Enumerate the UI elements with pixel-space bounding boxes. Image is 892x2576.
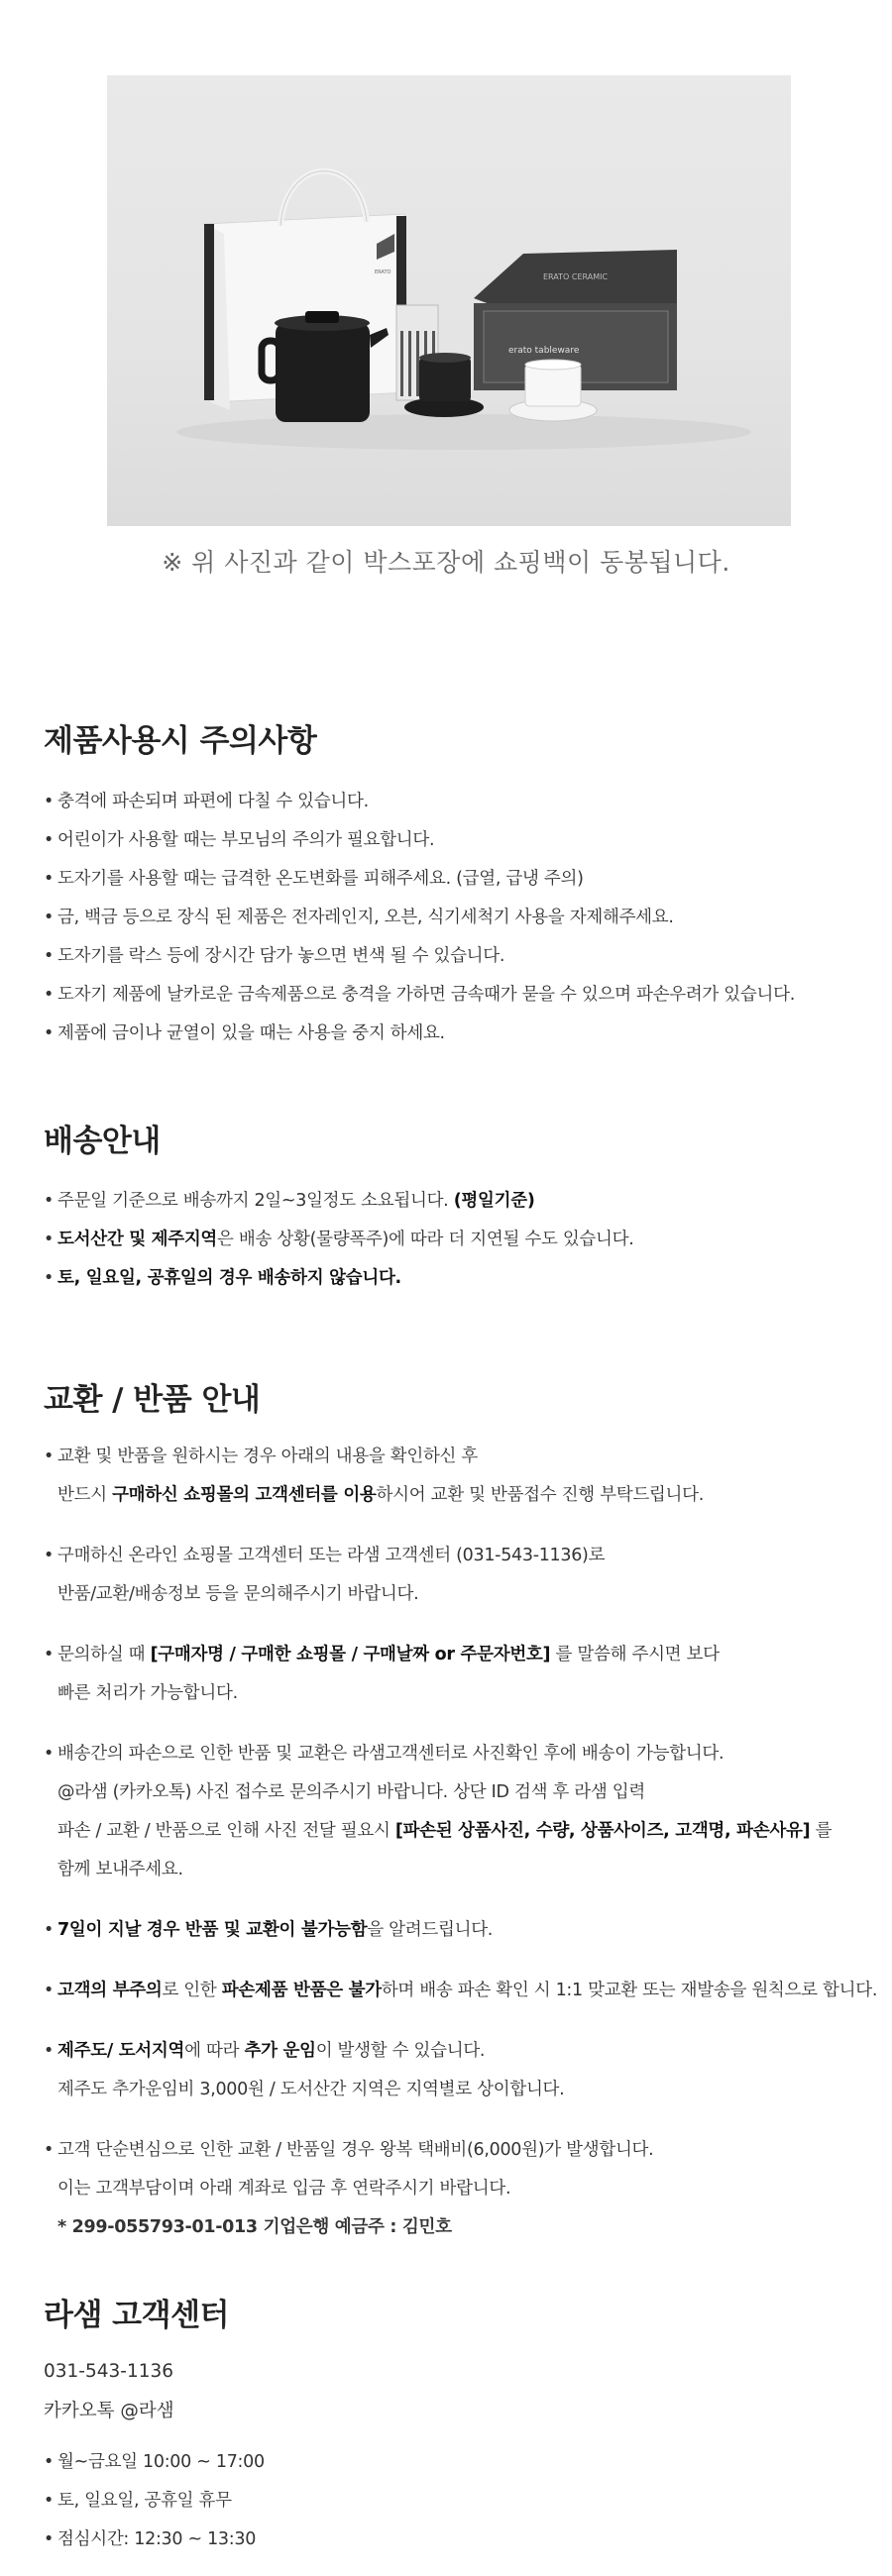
list-item: • 구매하신 온라인 쇼핑몰 고객센터 또는 라샘 고객센터 (031-543-1136)로 반품/교환/배송정보 등을 문의해주시기 바랍니다. (44, 1537, 866, 1614)
list-item: • 도자기를 사용할 때는 급격한 온도변화를 피해주세요. (급열, 급냉 주의) (44, 860, 866, 899)
shipping-title: 배송안내 (44, 1124, 161, 1159)
list-item: • 어린이가 사용할 때는 부모님의 주의가 필요합니다. (44, 821, 866, 860)
product-photo (107, 75, 791, 526)
packaging-illustration (107, 75, 791, 526)
svg-text:erato tableware: erato tableware (508, 346, 580, 356)
svg-text:ERATO: ERATO (375, 269, 391, 275)
list-item: • 문의하실 때 [구매자명 / 구매한 쇼핑몰 / 구매날짜 or 주문자번호] 를 말씀해 주시면 보다 빠른 처리가 가능합니다. (44, 1636, 866, 1713)
list-item: • 제주도/ 도서지역에 따라 추가 운임이 발생할 수 있습니다. 제주도 추가운임비 3,000원 / 도서산간 지역은 지역별로 상이합니다. (44, 2032, 866, 2109)
bank-account: * 299-055793-01-013 기업은행 예금주 : 김민호 (57, 2217, 452, 2237)
list-item: • 배송간의 파손으로 인한 반품 및 교환은 라샘고객센터로 사진확인 후에 배송이 가능합니다. @라샘 (카카오톡) 사진 접수로 문의주시기 바랍니다. 상단 ID 검색 후 라샘 입력 파손 / 교환 / 반품으로 인해 사진 전달 필요시 [파손된 상품사진, 수량, 상품사이즈, 고객명, 파손사유] 를 함께 보내주세요. (44, 1735, 866, 1889)
customer-center-title: 라샘 고객센터 (44, 2298, 229, 2333)
svg-text:ERATO CERAMIC: ERATO CERAMIC (543, 272, 609, 281)
shipping-section (44, 1116, 866, 1298)
list-item: • 주문일 기준으로 배송까지 2일~3일정도 소요됩니다. (평일기준) (44, 1182, 866, 1221)
caution-title: 제품사용시 주의사항 (44, 723, 317, 759)
list-item: • 제품에 금이나 균열이 있을 때는 사용을 중지 하세요. (44, 1015, 866, 1053)
exchange-section (44, 1374, 878, 2269)
kakao-id: 카카오톡 @라샘 (44, 2401, 174, 2421)
list-item: • 도서산간 및 제주지역은 배송 상황(물량폭주)에 따라 더 지연될 수도 있습니다. (44, 1221, 866, 1259)
list-item: • 점심시간: 12:30 ~ 13:30 (44, 2521, 866, 2559)
customer-center-section (44, 2290, 866, 2559)
list-item: • 교환 및 반품을 원하시는 경우 아래의 내용을 확인하신 후 반드시 구매하신 쇼핑몰의 고객센터를 이용하시어 교환 및 반품접수 진행 부탁드립니다. (44, 1438, 866, 1515)
list-item: • 금, 백금 등으로 장식 된 제품은 전자레인지, 오븐, 식기세척기 사용을 자제해주세요. (44, 899, 866, 937)
shipping-list (44, 1182, 866, 1298)
exchange-title: 교환 / 반품 안내 (44, 1382, 261, 1418)
list-item: • 토, 일요일, 공휴일의 경우 배송하지 않습니다. (44, 1259, 866, 1298)
list-item: • 토, 일요일, 공휴일 휴무 (44, 2482, 866, 2521)
list-item: • 월~금요일 10:00 ~ 17:00 (44, 2443, 866, 2482)
packaging-caption: ※ 위 사진과 같이 박스포장에 쇼핑백이 동봉됩니다. (162, 548, 730, 577)
caution-list (44, 783, 866, 1053)
caution-section (44, 715, 866, 1053)
list-item: • 도자기 제품에 날카로운 금속제품으로 충격을 가하면 금속때가 묻을 수 있으며 파손우려가 있습니다. (44, 976, 866, 1015)
list-item: • 충격에 파손되며 파편에 다칠 수 있습니다. (44, 783, 866, 821)
hours-list (44, 2443, 866, 2559)
list-item: • 도자기를 락스 등에 장시간 담가 놓으면 변색 될 수 있습니다. (44, 937, 866, 976)
list-item: • 7일이 지날 경우 반품 및 교환이 불가능함을 알려드립니다. (44, 1911, 866, 1950)
phone-number: 031-543-1136 (44, 2361, 174, 2382)
list-item: • 고객 단순변심으로 인한 교환 / 반품일 경우 왕복 택배비(6,000원)가 발생합니다. 이는 고객부담이며 아래 계좌로 입금 후 연락주시기 바랍니다. * 299-055793-01-013 기업은행 예금주 : 김민호 (44, 2131, 866, 2247)
list-item: • 고객의 부주의로 인한 파손제품 반품은 불가하며 배송 파손 확인 시 1:1 맞교환 또는 재발송을 원칙으로 합니다. (44, 1972, 866, 2010)
